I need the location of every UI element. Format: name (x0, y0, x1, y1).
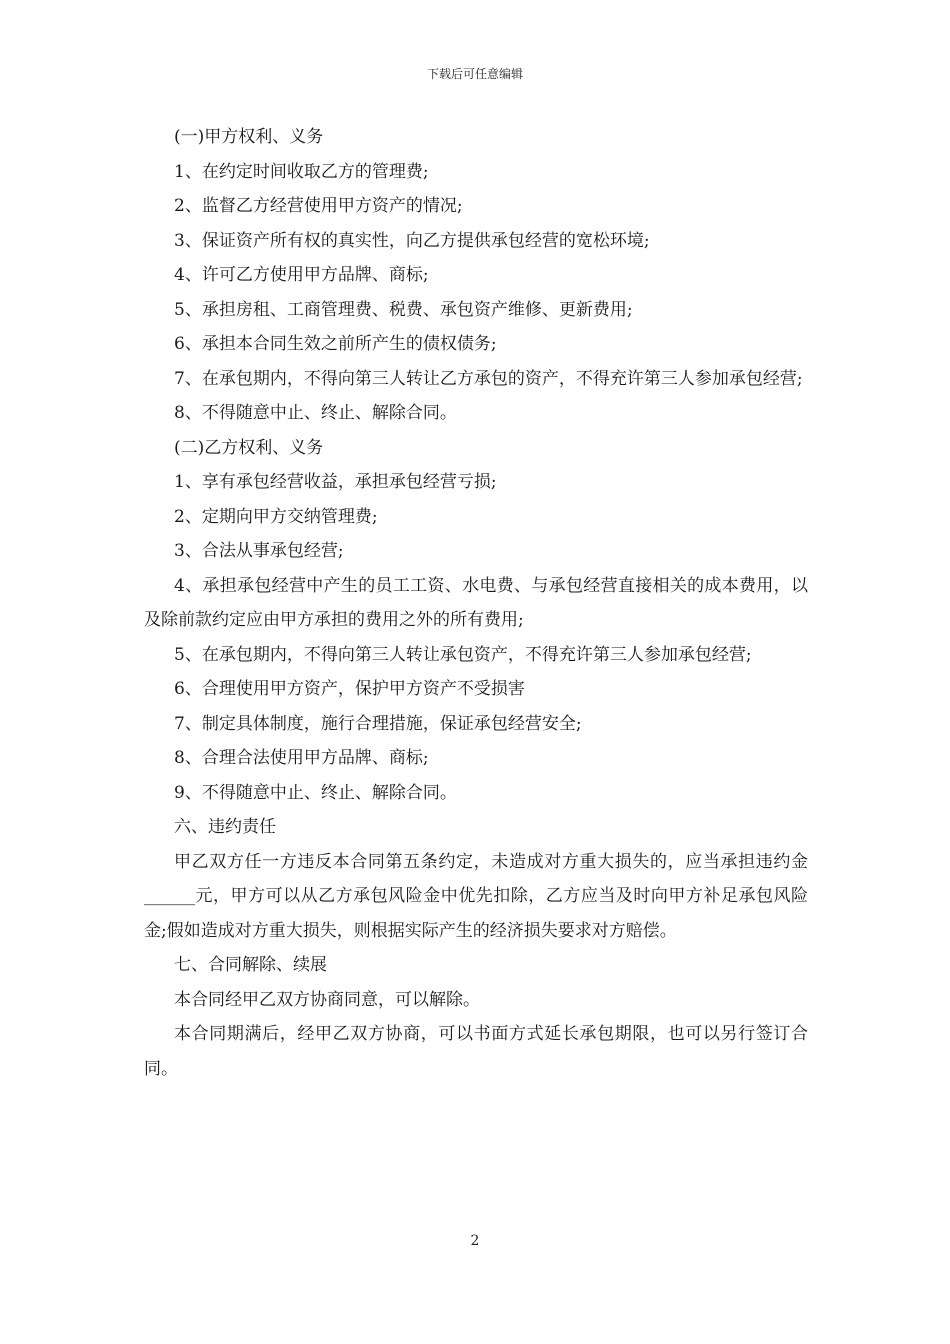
party-b-item-5: 5、在承包期内，不得向第三人转让承包资产，不得充许第三人参加承包经营; (174, 644, 752, 665)
party-a-item-4: 4、许可乙方使用甲方品牌、商标; (174, 265, 429, 285)
breach-clause: 甲乙双方任一方违反本合同第五条约定，未造成对方重大损失的，应当承担违约金______元，甲方可以从乙方承包风险金中优先扣除，乙方应当及时向甲方补足承包风险金;假如造成对方重大损失，则根据实际产生的经济损失要求对方赔偿。 (144, 851, 808, 941)
party-a-item-1: 1、在约定时间收取乙方的管理费; (174, 161, 429, 182)
section-heading-party-b: (二)乙方权利、义务 (174, 437, 324, 458)
party-a-item-5: 5、承担房租、工商管理费、税费、承包资产维修、更新费用; (174, 299, 633, 320)
party-b-item-8: 8、合理合法使用甲方品牌、商标; (174, 748, 429, 768)
party-b-item-2: 2、定期向甲方交纳管理费; (174, 506, 378, 527)
party-b-item-4: 4、承担承包经营中产生的员工工资、水电费、与承包经营直接相关的成本费用，以及除前款约定应由甲方承担的费用之外的所有费用; (144, 575, 808, 630)
party-a-item-2: 2、监督乙方经营使用甲方资产的情况; (174, 196, 463, 216)
party-a-item-3: 3、保证资产所有权的真实性，向乙方提供承包经营的宽松环境; (174, 230, 650, 251)
party-a-item-8: 8、不得随意中止、终止、解除合同。 (174, 403, 457, 423)
party-a-item-7: 7、在承包期内，不得向第三人转让乙方承包的资产，不得充许第三人参加承包经营; (174, 368, 803, 389)
section-heading-breach: 六、违约责任 (174, 817, 276, 837)
party-b-item-9: 9、不得随意中止、终止、解除合同。 (174, 782, 457, 803)
page-number: 2 (470, 1233, 480, 1249)
document-body (144, 120, 808, 1086)
page-header: 下载后可任意编辑 (426, 67, 523, 81)
termination-clause-2: 本合同期满后，经甲乙双方协商，可以书面方式延长承包期限，也可以另行签订合同。 (144, 1024, 808, 1079)
party-b-item-3: 3、合法从事承包经营; (174, 541, 344, 561)
party-a-item-6: 6、承担本合同生效之前所产生的债权债务; (174, 334, 497, 354)
section-heading-termination: 七、合同解除、续展 (174, 955, 327, 975)
section-heading-party-a: (一)甲方权利、义务 (174, 127, 324, 147)
party-b-item-7: 7、制定具体制度，施行合理措施，保证承包经营安全; (174, 713, 582, 734)
termination-clause-1: 本合同经甲乙双方协商同意，可以解除。 (174, 989, 480, 1010)
party-b-item-6: 6、合理使用甲方资产，保护甲方资产不受损害 (174, 679, 525, 699)
party-b-item-1: 1、享有承包经营收益，承担承包经营亏损; (174, 472, 497, 492)
